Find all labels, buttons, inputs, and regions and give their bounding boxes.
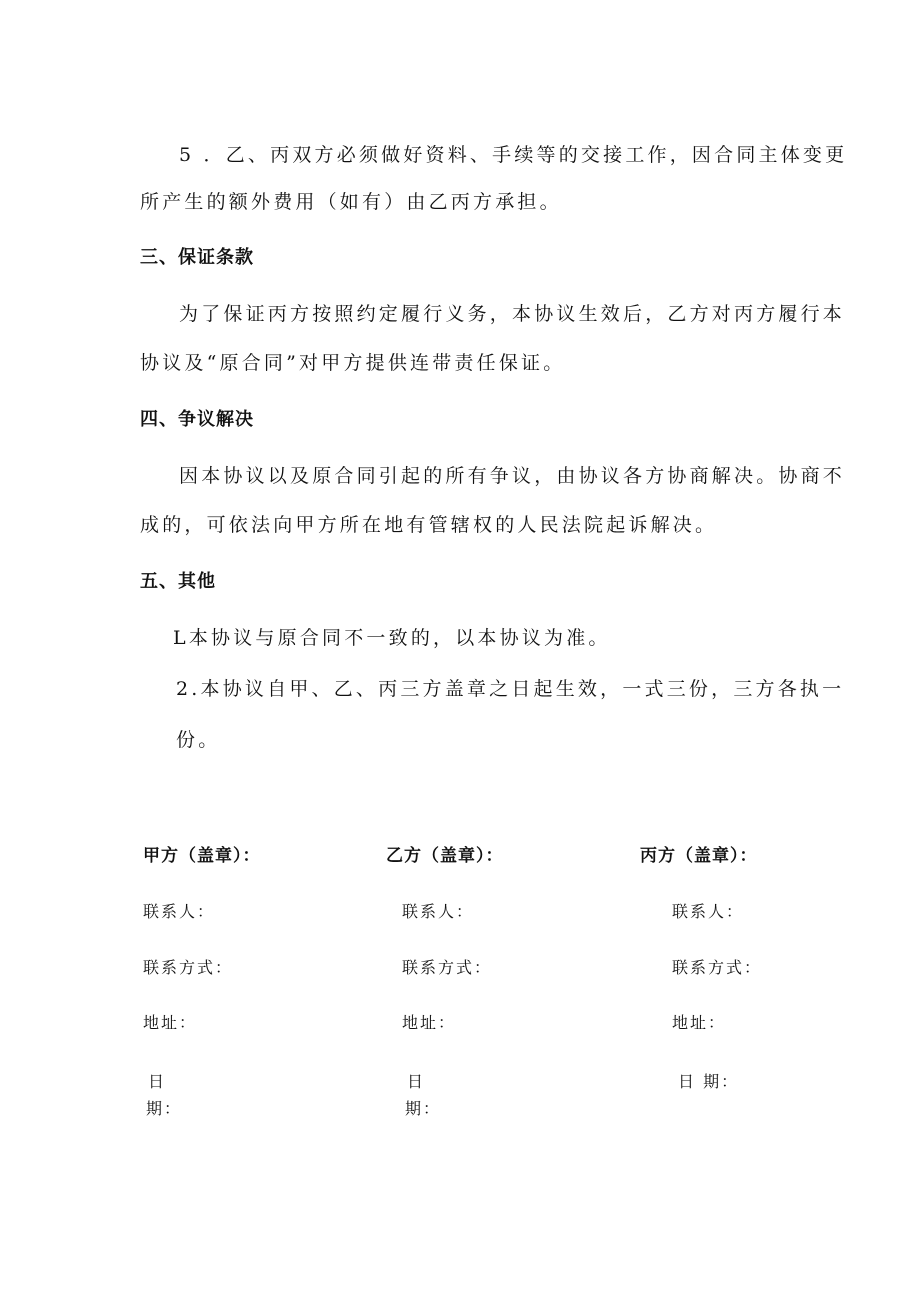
party-c-title: 丙方（盖章）： (640, 846, 758, 866)
section5-heading: 五、其他 (140, 571, 216, 592)
party-a-method: 联系方式： (143, 958, 234, 977)
party-c-address: 地址： (672, 1013, 727, 1032)
party-a-title: 甲方（盖章）： (143, 846, 261, 866)
section5-item2-line2: 份。 (176, 729, 221, 751)
section5-item1: L本协议与原合同不一致的，以本协议为准。 (173, 627, 611, 649)
party-a-date-line1: 日 (148, 1072, 167, 1091)
section3-heading: 三、保证条款 (140, 247, 254, 268)
party-b-method: 联系方式： (402, 958, 493, 977)
party-a-contact: 联系人： (143, 902, 216, 921)
party-a-address: 地址： (143, 1013, 198, 1032)
section3-line1: 为了保证丙方按照约定履行义务，本协议生效后，乙方对丙方履行本 (179, 303, 846, 325)
clause5-line1: 5 ．乙、丙双方必须做好资料、手续等的交接工作，因合同主体变更 (179, 144, 848, 166)
section4-line2: 成的，可依法向甲方所在地有管辖权的人民法院起诉解决。 (140, 514, 718, 536)
clause5-line2: 所产生的额外费用（如有）由乙丙方承担。 (140, 191, 562, 213)
party-c-contact: 联系人： (672, 902, 745, 921)
party-b-date-line1: 日 (407, 1072, 426, 1091)
party-b-address: 地址： (402, 1013, 457, 1032)
party-c-method: 联系方式： (672, 958, 763, 977)
party-b-title: 乙方（盖章）： (386, 846, 504, 866)
section3-line2: 协议及“原合同”对甲方提供连带责任保证。 (140, 352, 566, 374)
party-c-date: 日 期： (678, 1072, 740, 1091)
party-b-contact: 联系人： (402, 902, 475, 921)
section4-line1: 因本协议以及原合同引起的所有争议，由协议各方协商解决。协商不 (179, 465, 846, 487)
party-a-date-line2: 期： (146, 1099, 183, 1118)
section4-heading: 四、争议解决 (140, 409, 254, 430)
section5-item2-line1: 2.本协议自甲、乙、丙三方盖章之日起生效，一式三份，三方各执一 (176, 678, 845, 700)
party-b-date-line2: 期： (405, 1099, 442, 1118)
